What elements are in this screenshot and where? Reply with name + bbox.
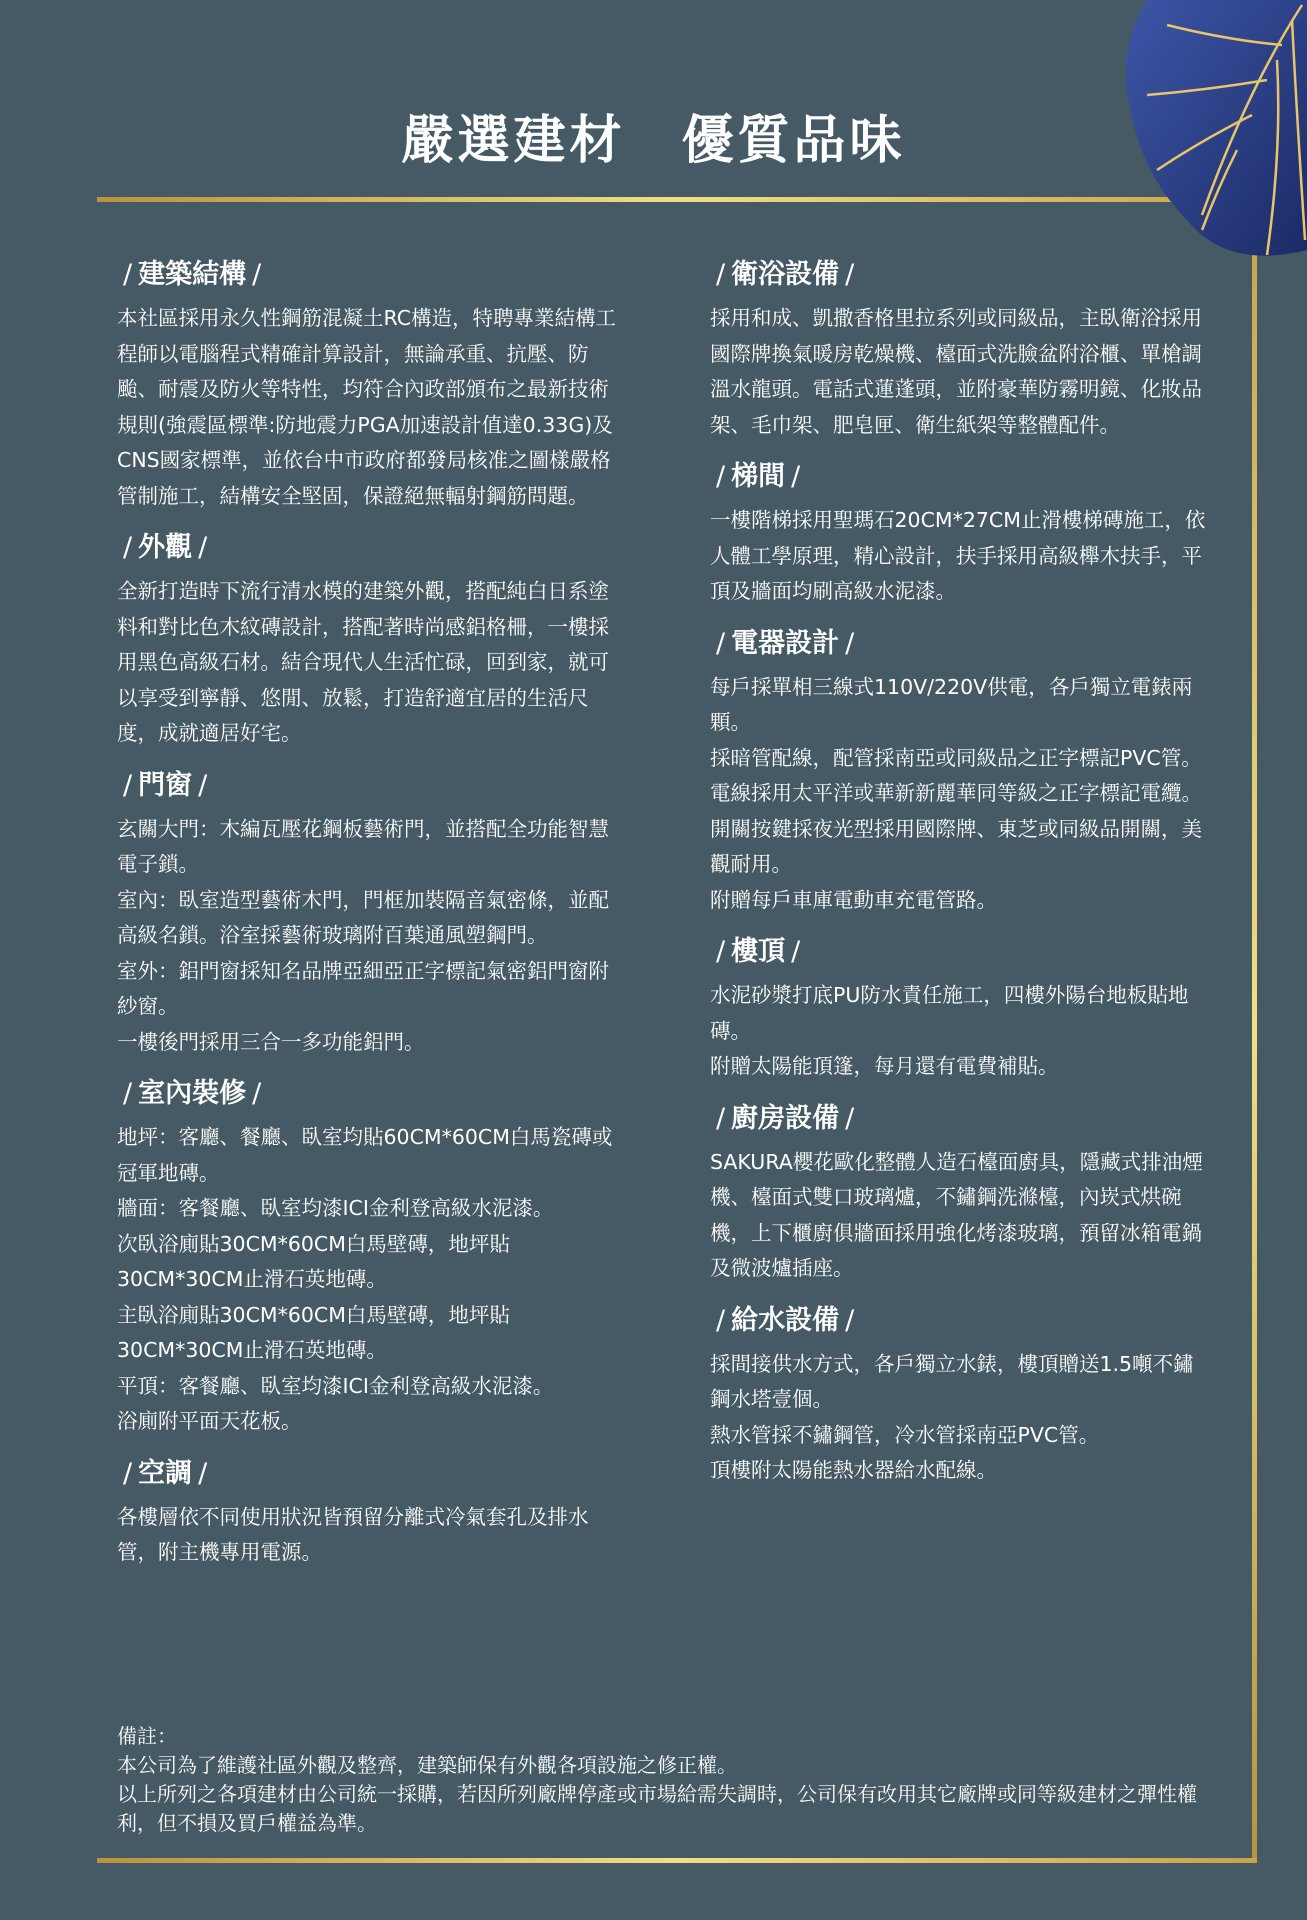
- section-text: 各樓層依不同使用狀況皆預留分離式冷氣套孔及排水管，附主機專用電源。: [117, 1504, 589, 1564]
- right-column: [710, 255, 1210, 1503]
- section-text: 頂樓附太陽能熱水器給水配線。: [710, 1458, 997, 1482]
- section-text: 主臥浴廁貼30CM*60CM白馬壁磚，地坪貼30CM*30CM止滑石英地磚。: [117, 1302, 510, 1362]
- section-text: 玄關大門：木編瓦壓花鋼板藝術門，並搭配全功能智慧電子鎖。: [117, 816, 609, 876]
- spec-section: [117, 528, 629, 752]
- section-text: 每戶採單相三線式110V/220V供電，各戶獨立電錶兩顆。: [710, 674, 1193, 734]
- section-text: 附贈太陽能頂篷，每月還有電費補貼。: [710, 1054, 1059, 1078]
- section-heading: / 衛浴設備 /: [716, 259, 855, 290]
- section-heading: / 外觀 /: [123, 532, 208, 563]
- notes: [117, 1722, 1217, 1838]
- section-heading: / 給水設備 /: [716, 1304, 855, 1336]
- section-text: 全新打造時下流行清水模的建築外觀，搭配純白日系塗料和對比色木紋磚設計，搭配著時尚感鋁格柵，一樓採用黑色高級石材。結合現代人生活忙碌，回到家，就可以享受到寧靜、悠閒、放鬆，打造舒適宜居的生活尺度，成就適居好宅。: [117, 579, 609, 745]
- notes-label: 備註：: [117, 1724, 177, 1748]
- section-heading: / 室內裝修 /: [123, 1078, 262, 1109]
- spec-section: [710, 624, 1210, 919]
- section-heading: / 空調 /: [123, 1457, 208, 1489]
- section-text: 浴廁附平面天花板。: [117, 1409, 302, 1433]
- section-heading: / 梯間 /: [716, 461, 801, 492]
- section-text: 採用和成、凱撒香格里拉系列或同級品，主臥衛浴採用國際牌換氣暖房乾燥機、檯面式洗臉盆附浴櫃、單槍調溫水龍頭。電話式蓮蓬頭，並附豪華防霧明鏡、化妝品架、毛巾架、肥皂匣、衛生紙架等整體配件。: [710, 306, 1202, 437]
- section-heading-text: 電器設計: [731, 627, 840, 659]
- section-text: 室外：鋁門窗採知名品牌亞細亞正字標記氣密鋁門窗附紗窗。: [117, 958, 609, 1018]
- section-text: 一樓後門採用三合一多功能鋁門。: [117, 1029, 425, 1054]
- notes-line: 本公司為了維護社區外觀及整齊，建築師保有外觀各項設施之修正權。: [117, 1753, 737, 1777]
- section-heading-text: 衛浴設備: [731, 259, 840, 290]
- left-column: [117, 255, 629, 1585]
- section-text: 平頂：客餐廳、臥室均漆ICI金利登高級水泥漆。: [117, 1373, 554, 1398]
- section-heading-text: 空調: [138, 1457, 193, 1489]
- section-text: 採暗管配線，配管採南亞或同級品之正字標記PVC管。電線採用太平洋或華新新麗華同等級之正字標記電纜。: [710, 745, 1202, 805]
- section-text: 室內：臥室造型藝術木門，門框加裝隔音氣密條，並配高級名鎖。浴室採藝術玻璃附百葉通風塑鋼門。: [117, 887, 609, 947]
- section-text: SAKURA櫻花歐化整體人造石檯面廚具，隱藏式排油煙機、檯面式雙口玻璃爐，不鏽鋼洗滌檯，內崁式烘碗機，上下櫃廚俱牆面採用強化烤漆玻璃，預留冰箱電鍋及微波爐插座。: [710, 1149, 1203, 1280]
- section-text: 次臥浴廁貼30CM*60CM白馬壁磚，地坪貼30CM*30CM止滑石英地磚。: [117, 1231, 510, 1291]
- spec-section: [710, 1301, 1210, 1489]
- spec-section: [117, 255, 629, 514]
- spec-section: [710, 457, 1210, 610]
- section-heading: / 廚房設備 /: [716, 1102, 855, 1134]
- section-text: 開關按鍵採夜光型採用國際牌、東芝或同級品開關，美觀耐用。: [710, 816, 1202, 876]
- spec-section: [710, 255, 1210, 443]
- section-text: 本社區採用永久性鋼筋混凝土RC構造，特聘專業結構工程師以電腦程式精確計算設計，無論承重、抗壓、防颱、耐震及防火等特性，均符合內政部頒布之最新技術規則(強震區標準:防地震力PGA加速設計值達0.33G)及CNS國家標準，並依台中市政府都發局核准之圖樣嚴格管制施工，結構安全堅固，保證絕無輻射鋼筋問題。: [117, 306, 617, 508]
- section-heading-text: 給水設備: [731, 1304, 840, 1336]
- section-text: 牆面：客餐廳、臥室均漆ICI金利登高級水泥漆。: [117, 1196, 554, 1220]
- section-heading-text: 廚房設備: [731, 1102, 840, 1134]
- section-text: 地坪：客廳、餐廳、臥室均貼60CM*60CM白馬瓷磚或冠軍地磚。: [117, 1125, 613, 1185]
- spec-section: [117, 1074, 629, 1440]
- gold-frame-top: [97, 197, 1257, 202]
- section-heading-text: 室內裝修: [138, 1078, 247, 1109]
- gold-frame-right: [1252, 197, 1257, 1863]
- spec-section: [710, 932, 1210, 1085]
- gold-frame-bottom: [97, 1858, 1257, 1863]
- section-text: 一樓階梯採用聖瑪石20CM*27CM止滑樓梯磚施工，依人體工學原理，精心設計，扶手採用高級櫸木扶手，平頂及牆面均刷高級水泥漆。: [710, 508, 1206, 603]
- spec-section: [710, 1099, 1210, 1287]
- section-heading: / 電器設計 /: [716, 627, 855, 659]
- page-title: 嚴選建材 優質品味: [401, 111, 906, 171]
- section-heading-text: 門窗: [138, 769, 193, 801]
- section-heading-text: 梯間: [731, 461, 786, 492]
- section-heading-text: 外觀: [138, 532, 193, 563]
- section-heading: / 門窗 /: [123, 769, 208, 801]
- section-heading-text: 建築結構: [138, 259, 247, 290]
- section-heading: / 樓頂 /: [716, 936, 801, 967]
- section-heading: / 建築結構 /: [123, 259, 262, 290]
- section-text: 附贈每戶車庫電動車充電管路。: [710, 887, 997, 912]
- notes-line: 以上所列之各項建材由公司統一採購，若因所列廠牌停產或市場給需失調時，公司保有改用其它廠牌或同等級建材之彈性權利，但不損及買戶權益為準。: [117, 1782, 1197, 1835]
- section-heading-text: 樓頂: [731, 936, 786, 967]
- section-text: 水泥砂漿打底PU防水責任施工，四樓外陽台地板貼地磚。: [710, 983, 1189, 1043]
- section-text: 採間接供水方式，各戶獨立水錶，樓頂贈送1.5噸不鏽鋼水塔壹個。: [710, 1351, 1194, 1411]
- spec-section: [117, 1454, 629, 1571]
- spec-section: [117, 766, 629, 1061]
- section-text: 熱水管採不鏽鋼管，冷水管採南亞PVC管。: [710, 1422, 1100, 1447]
